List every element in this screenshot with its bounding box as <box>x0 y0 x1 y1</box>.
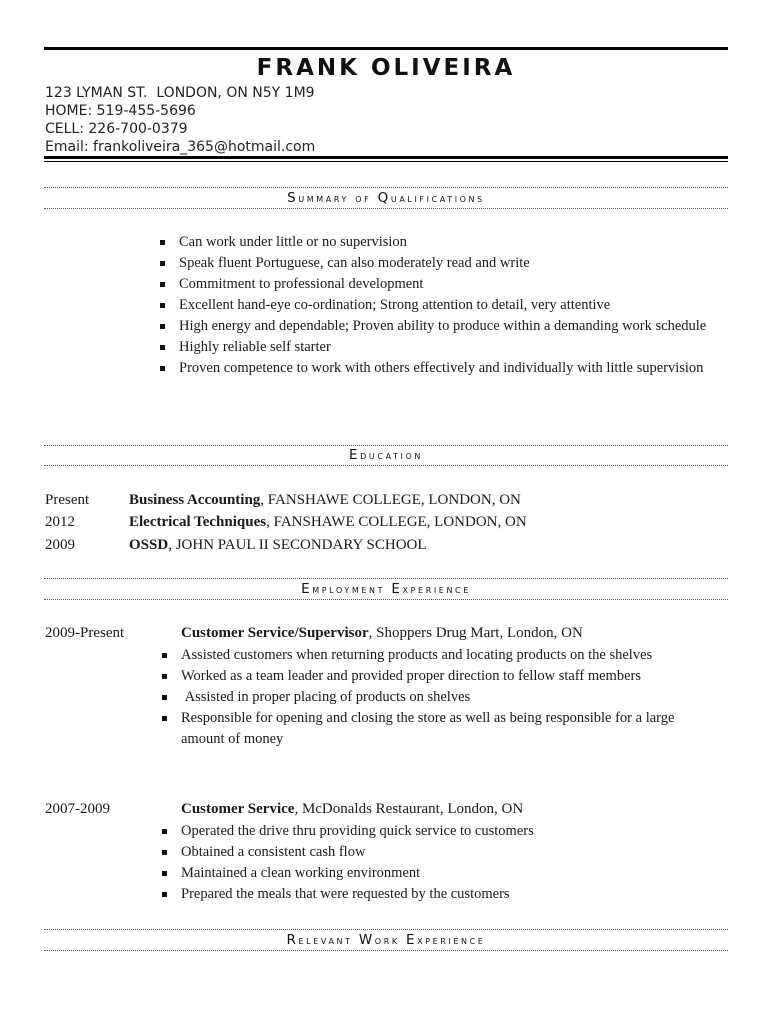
job-years: 2007-2009 <box>45 801 110 817</box>
education-row <box>45 534 427 556</box>
list-item: Assisted customers when returning products and locating products on the shelves <box>181 645 721 666</box>
bullet-icon <box>160 366 165 371</box>
summary-rule-top <box>44 187 728 188</box>
relevant-rule-top <box>44 929 728 930</box>
education-school: , FANSHAWE COLLEGE, LONDON, ON <box>260 492 521 508</box>
list-item: Commitment to professional development <box>179 274 719 295</box>
employment-rule-top <box>44 578 728 579</box>
job-years: 2009-Present <box>45 625 125 641</box>
list-item: Prepared the meals that were requested by the customers <box>181 884 721 905</box>
relevant-section-title: Relevant Work Experience <box>286 932 486 948</box>
education-rule-bottom <box>44 465 728 466</box>
summary-rule-bottom <box>44 208 728 209</box>
header-bottom-thin-rule <box>44 161 728 162</box>
bullet-icon <box>160 345 165 350</box>
list-item: High energy and dependable; Proven ability to produce within a demanding work schedule <box>179 316 719 337</box>
list-item: Worked as a team leader and provided proper direction to fellow staff members <box>181 666 721 687</box>
employment-rule-bottom <box>44 599 728 600</box>
job-employer: , Shoppers Drug Mart, London, ON <box>368 625 583 641</box>
list-item: Maintained a clean working environment <box>181 863 721 884</box>
education-year: 2012 <box>45 514 75 530</box>
job-employer: , McDonalds Restaurant, London, ON <box>294 801 524 817</box>
list-item: Obtained a consistent cash flow <box>181 842 721 863</box>
bullet-icon <box>160 282 165 287</box>
job-role: Customer Service/Supervisor <box>181 625 369 641</box>
education-row <box>45 489 521 511</box>
list-item: Operated the drive thru providing quick service to customers <box>181 821 721 842</box>
address-line: 123 LYMAN ST. LONDON, ON N5Y 1M9 <box>45 85 315 101</box>
education-year: 2009 <box>45 537 75 553</box>
education-program: OSSD <box>129 537 169 553</box>
job-duties-list <box>181 645 721 750</box>
job-heading <box>181 622 583 644</box>
bullet-icon <box>162 716 167 721</box>
relevant-rule-bottom <box>44 950 728 951</box>
candidate-name: FRANK OLIVEIRA <box>256 55 516 81</box>
education-program: Electrical Techniques <box>129 514 267 530</box>
list-item: Highly reliable self starter <box>179 337 719 358</box>
bullet-icon <box>162 829 167 834</box>
summary-section-title: Summary of Qualifications <box>287 190 485 206</box>
bullet-icon <box>162 653 167 658</box>
education-rule-top <box>44 445 728 446</box>
education-program: Business Accounting <box>129 492 261 508</box>
bullet-icon <box>160 324 165 329</box>
list-item: Can work under little or no supervision <box>179 232 719 253</box>
list-item: Excellent hand-eye co-ordination; Strong attention to detail, very attentive <box>179 295 719 316</box>
cell-phone: CELL: 226-700-0379 <box>45 121 188 137</box>
header-bottom-rule <box>44 156 728 159</box>
qualifications-list <box>179 232 719 379</box>
header-top-rule <box>44 47 728 50</box>
list-item: Responsible for opening and closing the store as well as being responsible for a large amount of money <box>181 708 721 750</box>
bullet-icon <box>160 261 165 266</box>
employment-section-title: Employment Experience <box>301 581 471 597</box>
bullet-icon <box>160 240 165 245</box>
education-school: , JOHN PAUL II SECONDARY SCHOOL <box>168 537 427 553</box>
bullet-icon <box>162 674 167 679</box>
education-section-title: Education <box>349 447 423 463</box>
list-item: Speak fluent Portuguese, can also moderately read and write <box>179 253 719 274</box>
education-school: , FANSHAWE COLLEGE, LONDON, ON <box>266 514 527 530</box>
job-duties-list <box>181 821 721 905</box>
bullet-icon <box>162 695 167 700</box>
bullet-icon <box>162 871 167 876</box>
email-line: Email: frankoliveira_365@hotmail.com <box>45 139 316 155</box>
bullet-icon <box>162 892 167 897</box>
job-heading <box>181 798 523 820</box>
education-row <box>45 511 527 533</box>
job-role: Customer Service <box>181 801 295 817</box>
list-item: Proven competence to work with others effectively and individually with little supervision <box>179 358 719 379</box>
bullet-icon <box>162 850 167 855</box>
education-year: Present <box>45 492 90 508</box>
home-phone: HOME: 519-455-5696 <box>45 103 196 119</box>
bullet-icon <box>160 303 165 308</box>
list-item: Assisted in proper placing of products on shelves <box>181 687 721 708</box>
